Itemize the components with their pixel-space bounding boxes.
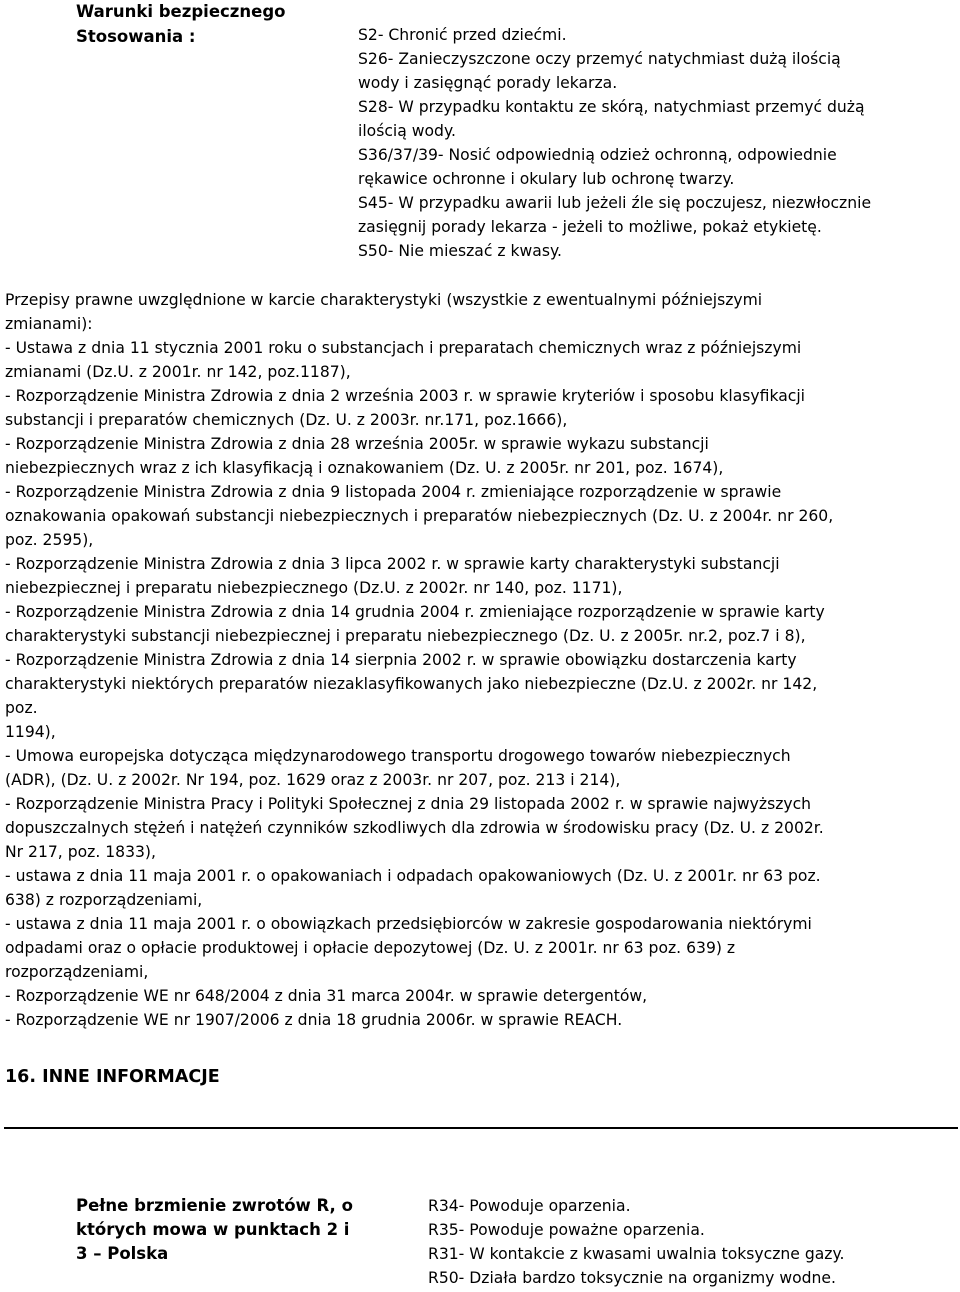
regulation-line: - Rozporządzenie Ministra Zdrowia z dnia 14 grudnia 2004 r. zmieniające rozporządzenie w sprawie karty [5, 603, 825, 621]
regulations-list [5, 336, 955, 1032]
risk-phrase: R35- Powoduje poważne oparzenia. [428, 1221, 705, 1239]
regulation-line: - Rozporządzenie WE nr 1907/2006 z dnia 18 grudnia 2006r. w sprawie REACH. [5, 1011, 623, 1029]
label-line: których mowa w punktach 2 i [76, 1220, 350, 1239]
regulation-line: substancji i preparatów chemicznych (Dz. U. z 2003r. nr.171, poz.1666), [5, 411, 568, 429]
regulation-line: oznakowania opakowań substancji niebezpiecznych i preparatów niebezpiecznych (Dz. U. z 2004r. nr 260, [5, 507, 834, 525]
label-line: Warunki bezpiecznego [76, 2, 286, 21]
regulation-line: - Rozporządzenie Ministra Zdrowia z dnia 2 września 2003 r. w sprawie kryteriów i sposobu klasyfikacji [5, 387, 806, 405]
intro-line: Przepisy prawne uwzględnione w karcie charakterystyki (wszystkie z ewentualnymi późniejszymi [5, 291, 763, 309]
regulation-line: charakterystyki substancji niebezpiecznej i preparatu niebezpiecznego (Dz. U. z 2005r. nr.2, poz.7 i 8), [5, 627, 806, 645]
regulation-line: Nr 217, poz. 1833), [5, 843, 156, 861]
label-line: 3 – Polska [76, 1244, 169, 1263]
regulation-line: - ustawa z dnia 11 maja 2001 r. o obowiązkach przedsiębiorców w zakresie gospodarowania niektórymi [5, 915, 812, 933]
safety-phrase: S28- W przypadku kontaktu ze skórą, natychmiast przemyć dużą [358, 98, 865, 116]
regulation-line: 638) z rozporządzeniami, [5, 891, 203, 909]
regulation-line: poz. [5, 699, 38, 717]
regulation-line: - Rozporządzenie Ministra Zdrowia z dnia 14 sierpnia 2002 r. w sprawie obowiązku dostarczenia karty [5, 651, 797, 669]
risk-phrases-label [76, 1194, 396, 1266]
regulation-line: odpadami oraz o opłacie produktowej i opłacie depozytowej (Dz. U. z 2001r. nr 63 poz. 639) z [5, 939, 736, 957]
regulation-line: (ADR), (Dz. U. z 2002r. Nr 194, poz. 1629 oraz z 2003r. nr 207, poz. 213 i 214), [5, 771, 621, 789]
safety-phrase: ilością wody. [358, 122, 456, 140]
regulation-line: - Ustawa z dnia 11 stycznia 2001 roku o substancjach i preparatach chemicznych wraz z późniejszymi [5, 339, 802, 357]
regulation-line: rozporządzeniami, [5, 963, 149, 981]
safety-phrase: S50- Nie mieszać z kwasy. [358, 242, 562, 260]
safety-phrase: wody i zasięgnąć porady lekarza. [358, 74, 618, 92]
regulation-line: - Rozporządzenie WE nr 648/2004 z dnia 31 marca 2004r. w sprawie detergentów, [5, 987, 648, 1005]
regulation-line: - Rozporządzenie Ministra Zdrowia z dnia 28 września 2005r. w sprawie wykazu substancji [5, 435, 709, 453]
regulation-line: charakterystyki niektórych preparatów niezaklasyfikowanych jako niebezpieczne (Dz.U. z 2002r. nr 142, [5, 675, 818, 693]
label-line: Stosowania : [76, 26, 196, 46]
safety-phrase: S36/37/39- Nosić odpowiednią odzież ochronną, odpowiednie [358, 146, 837, 164]
label-line: Pełne brzmienie zwrotów R, o [76, 1196, 353, 1215]
regulation-line: 1194), [5, 723, 56, 741]
intro-line: zmianami): [5, 315, 93, 333]
section-16-heading: 16. INNE INFORMACJE [5, 1067, 220, 1087]
regulation-line: - Rozporządzenie Ministra Zdrowia z dnia 9 listopada 2004 r. zmieniające rozporządzenie w sprawie [5, 483, 782, 501]
regulation-line: zmianami (Dz.U. z 2001r. nr 142, poz.1187), [5, 363, 351, 381]
risk-phrases-list [428, 1194, 958, 1290]
risk-phrase: R31- W kontakcie z kwasami uwalnia toksyczne gazy. [428, 1245, 845, 1263]
regulation-line: dopuszczalnych stężeń i natężeń czynników szkodliwych dla zdrowia w środowisku pracy (Dz. U. z 2002r. [5, 819, 824, 837]
safety-phrase: rękawice ochronne i okulary lub ochronę twarzy. [358, 170, 735, 188]
regulations-intro [5, 288, 955, 336]
risk-phrase: R34- Powoduje oparzenia. [428, 1197, 631, 1215]
regulation-line: - ustawa z dnia 11 maja 2001 r. o opakowaniach i odpadach opakowaniowych (Dz. U. z 2001r. nr 63 poz. [5, 867, 821, 885]
regulation-line: niebezpiecznych wraz z ich klasyfikacją i oznakowaniem (Dz. U. z 2005r. nr 201, poz. 1674), [5, 459, 724, 477]
safety-phrase: zasięgnij porady lekarza - jeżeli to możliwe, pokaż etykietę. [358, 218, 822, 236]
regulation-line: - Umowa europejska dotycząca międzynarodowego transportu drogowego towarów niebezpiecznych [5, 747, 791, 765]
regulation-line: poz. 2595), [5, 531, 94, 549]
section-divider [4, 1127, 958, 1129]
regulation-line: niebezpiecznej i preparatu niebezpiecznego (Dz.U. z 2002r. nr 140, poz. 1171), [5, 579, 623, 597]
safety-conditions-label [76, 0, 326, 49]
regulation-line: - Rozporządzenie Ministra Zdrowia z dnia 3 lipca 2002 r. w sprawie karty charakterystyki substancji [5, 555, 780, 573]
safety-phrase: S2- Chronić przed dziećmi. [358, 26, 567, 44]
safety-phrase: S26- Zanieczyszczone oczy przemyć natychmiast dużą ilością [358, 50, 841, 68]
regulation-line: - Rozporządzenie Ministra Pracy i Polityki Społecznej z dnia 29 listopada 2002 r. w sprawie najwyższych [5, 795, 812, 813]
safety-phrase: S45- W przypadku awarii lub jeżeli źle się poczujesz, niezwłocznie [358, 194, 872, 212]
risk-phrase: R50- Działa bardzo toksycznie na organizmy wodne. [428, 1269, 836, 1287]
safety-phrases-list [358, 23, 958, 263]
